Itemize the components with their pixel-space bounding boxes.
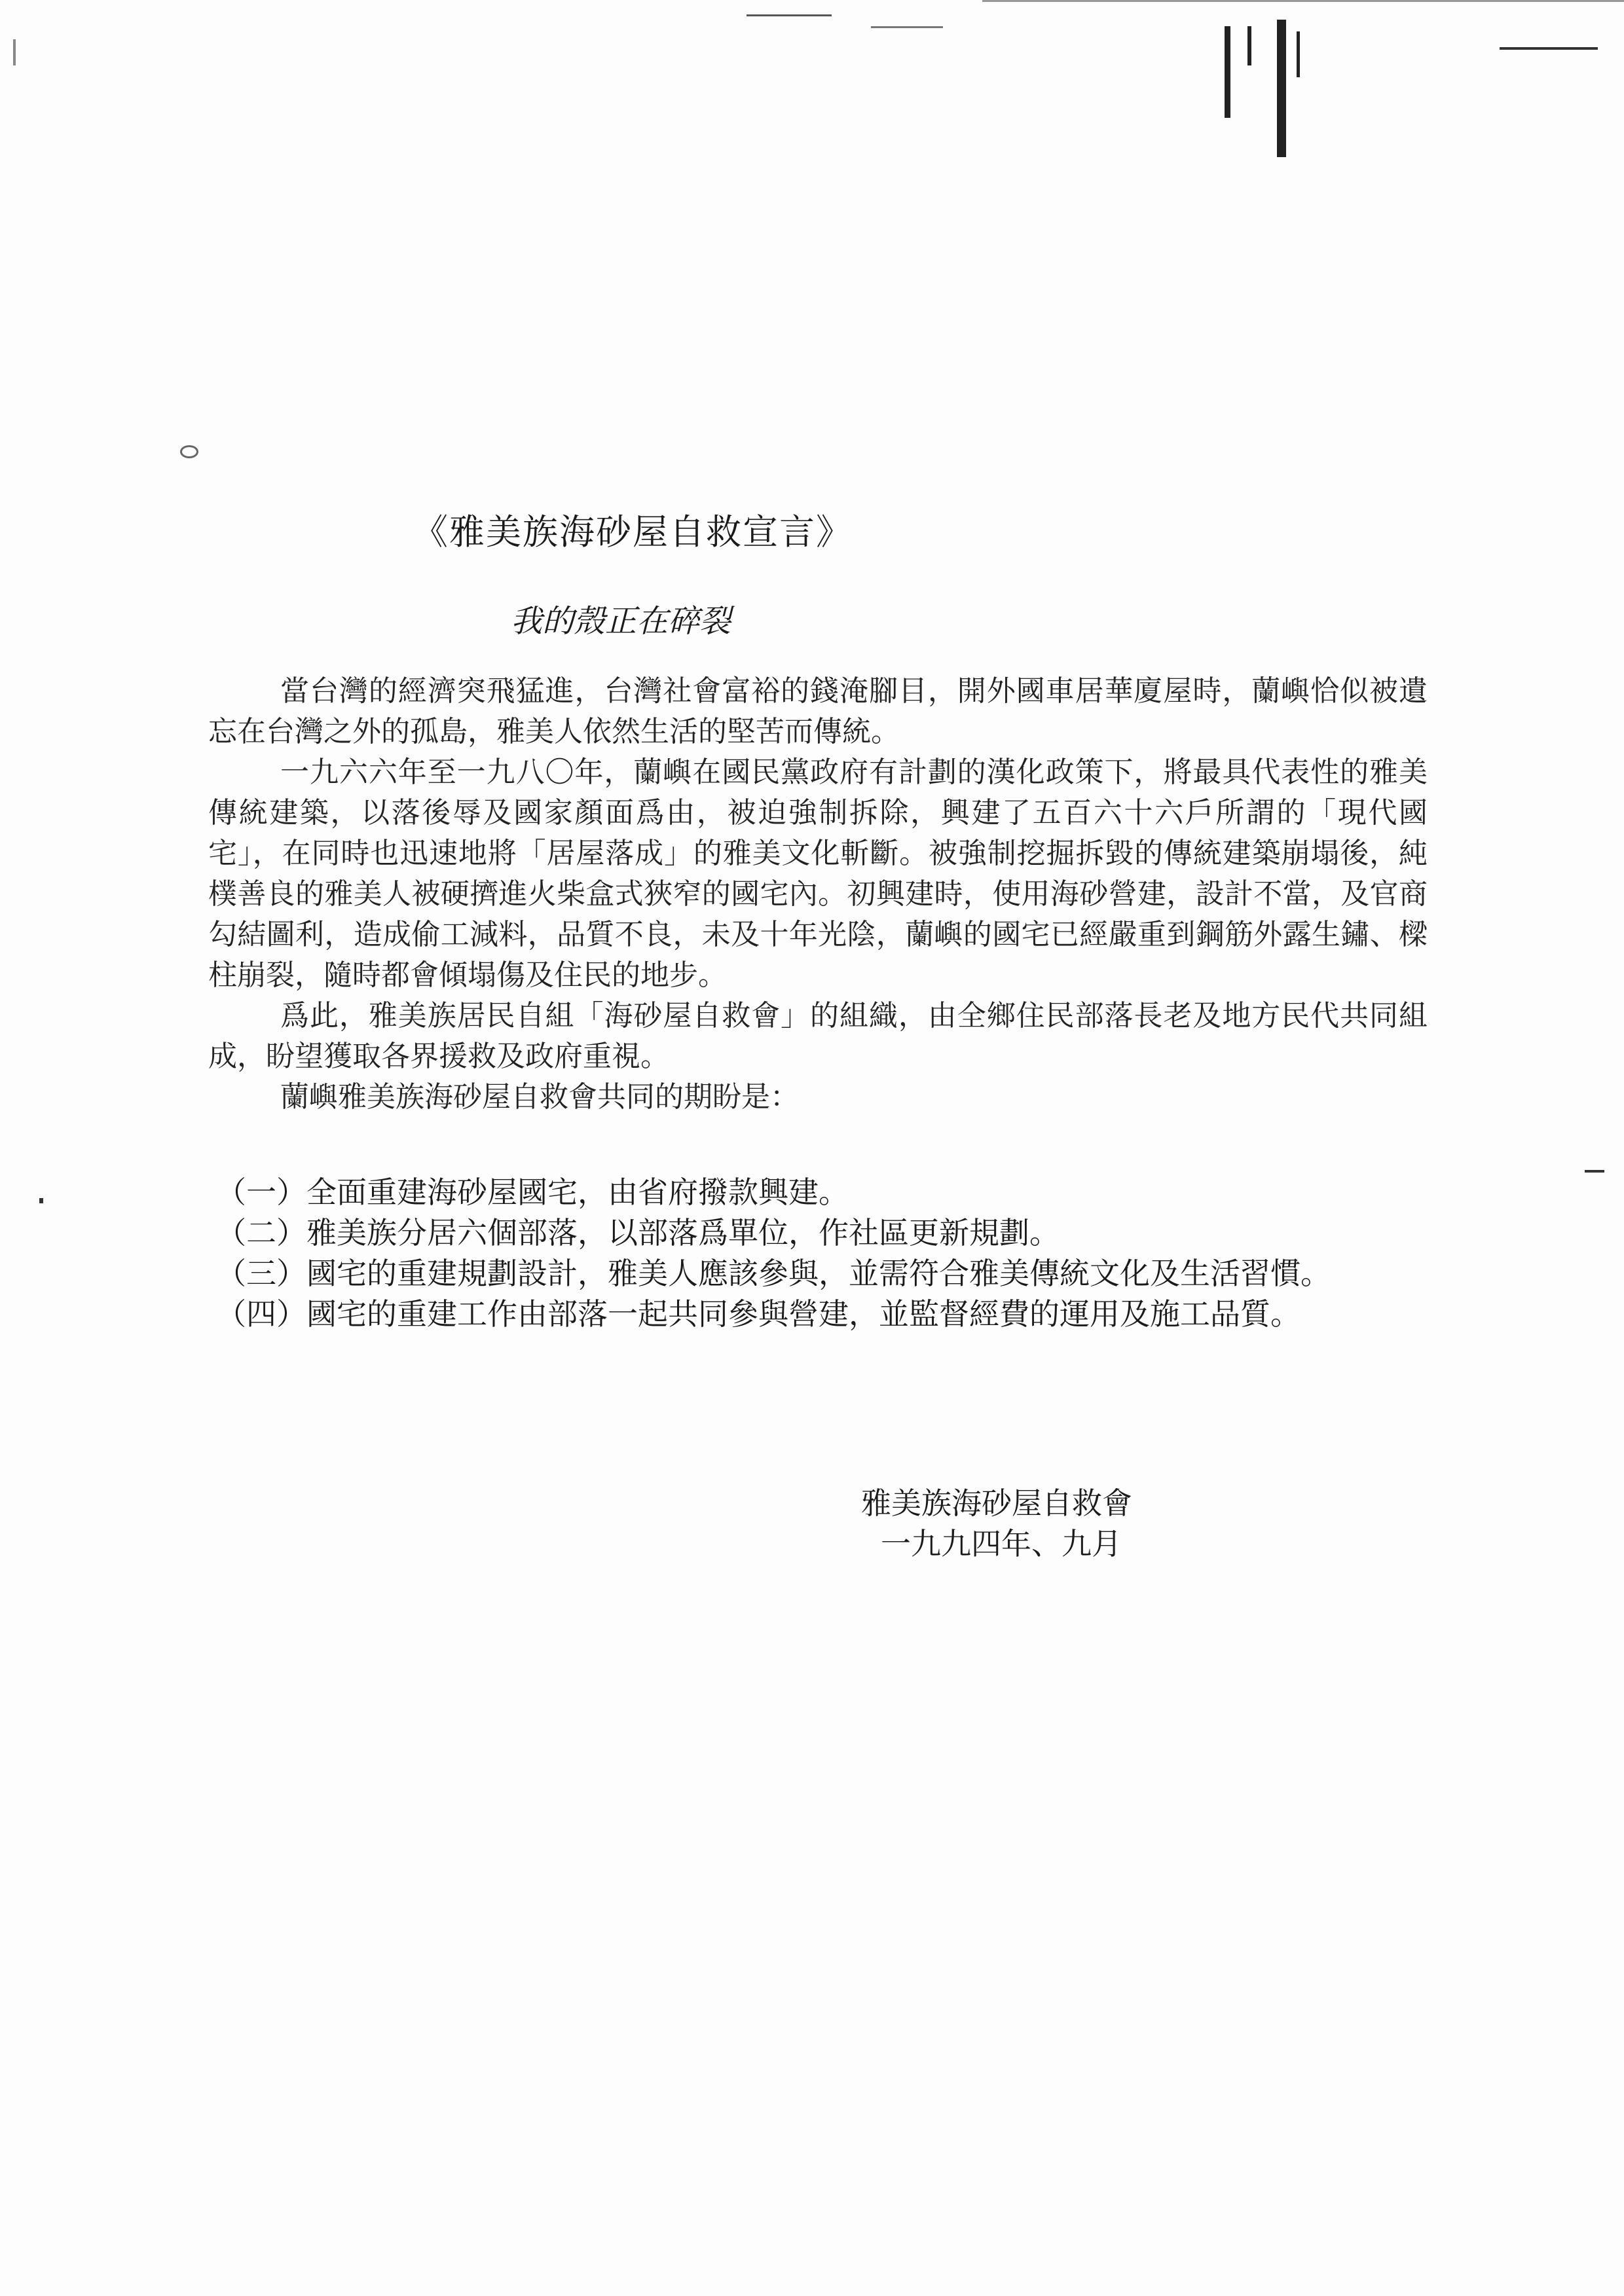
scan-artifact — [180, 445, 198, 458]
scan-artifact — [1297, 31, 1300, 77]
scan-artifact — [982, 0, 1624, 2]
scan-artifact — [747, 14, 832, 16]
signature-date: 一九九四年、九月 — [881, 1526, 1122, 1561]
demand-item: （二）雅美族分居六個部落，以部落爲單位，作社區更新規劃。 — [216, 1215, 1060, 1250]
scan-artifact — [1277, 20, 1286, 157]
document-body — [208, 671, 1428, 1118]
scan-artifact — [13, 39, 16, 65]
paragraph: 爲此，雅美族居民自組「海砂屋自救會」的組織，由全鄉住民部落長老及地方民代共同組成，盼望獲取各界援救及政府重視。 — [208, 999, 1428, 1073]
scan-artifact — [1247, 26, 1251, 65]
document-subtitle: 我的殼正在碎裂 — [511, 603, 731, 640]
demands-list — [216, 1172, 1331, 1334]
demand-item: （四）國宅的重建工作由部落一起共同參與營建，並監督經費的運用及施工品質。 — [216, 1296, 1301, 1332]
scan-artifact — [871, 26, 943, 28]
scan-artifact — [1225, 26, 1230, 118]
document-title: 《雅美族海砂屋自救宣言》 — [413, 511, 853, 553]
scan-artifact — [1500, 47, 1598, 50]
scan-artifact — [39, 1198, 43, 1203]
signature-block — [861, 1483, 1132, 1564]
paragraph: 當台灣的經濟突飛猛進，台灣社會富裕的錢淹腳目，開外國車居華廈屋時，蘭嶼恰似被遺忘在台灣之外的孤島，雅美人依然生活的堅苦而傳統。 — [208, 674, 1428, 748]
demand-item: （三）國宅的重建規劃設計，雅美人應該參與，並需符合雅美傳統文化及生活習慣。 — [216, 1256, 1331, 1291]
paragraph: 蘭嶼雅美族海砂屋自救會共同的期盼是： — [280, 1080, 799, 1114]
signature-organization: 雅美族海砂屋自救會 — [861, 1485, 1132, 1521]
paragraph: 一九六六年至一九八〇年，蘭嶼在國民黨政府有計劃的漢化政策下，將最具代表性的雅美傳統建築，以落後辱及國家顏面爲由，被迫強制拆除，興建了五百六十六戶所謂的「現代國宅」，在同時也迅速地將「居屋落成」的雅美文化斬斷。被強制挖掘拆毀的傳統建築崩塌後，純樸善良的雅美人被硬擠進火柴盒式狹窄的國宅內。初興建時，使用海砂營建，設計不當，及官商勾結圖利，造成偷工減料，品質不良，未及十年光陰，蘭嶼的國宅已經嚴重到鋼筋外露生鏽、樑柱崩裂，隨時都會傾塌傷及住民的地步。 — [208, 756, 1428, 992]
scan-artifact — [1585, 1170, 1604, 1173]
demand-item: （一）全面重建海砂屋國宅，由省府撥款興建。 — [216, 1175, 849, 1210]
